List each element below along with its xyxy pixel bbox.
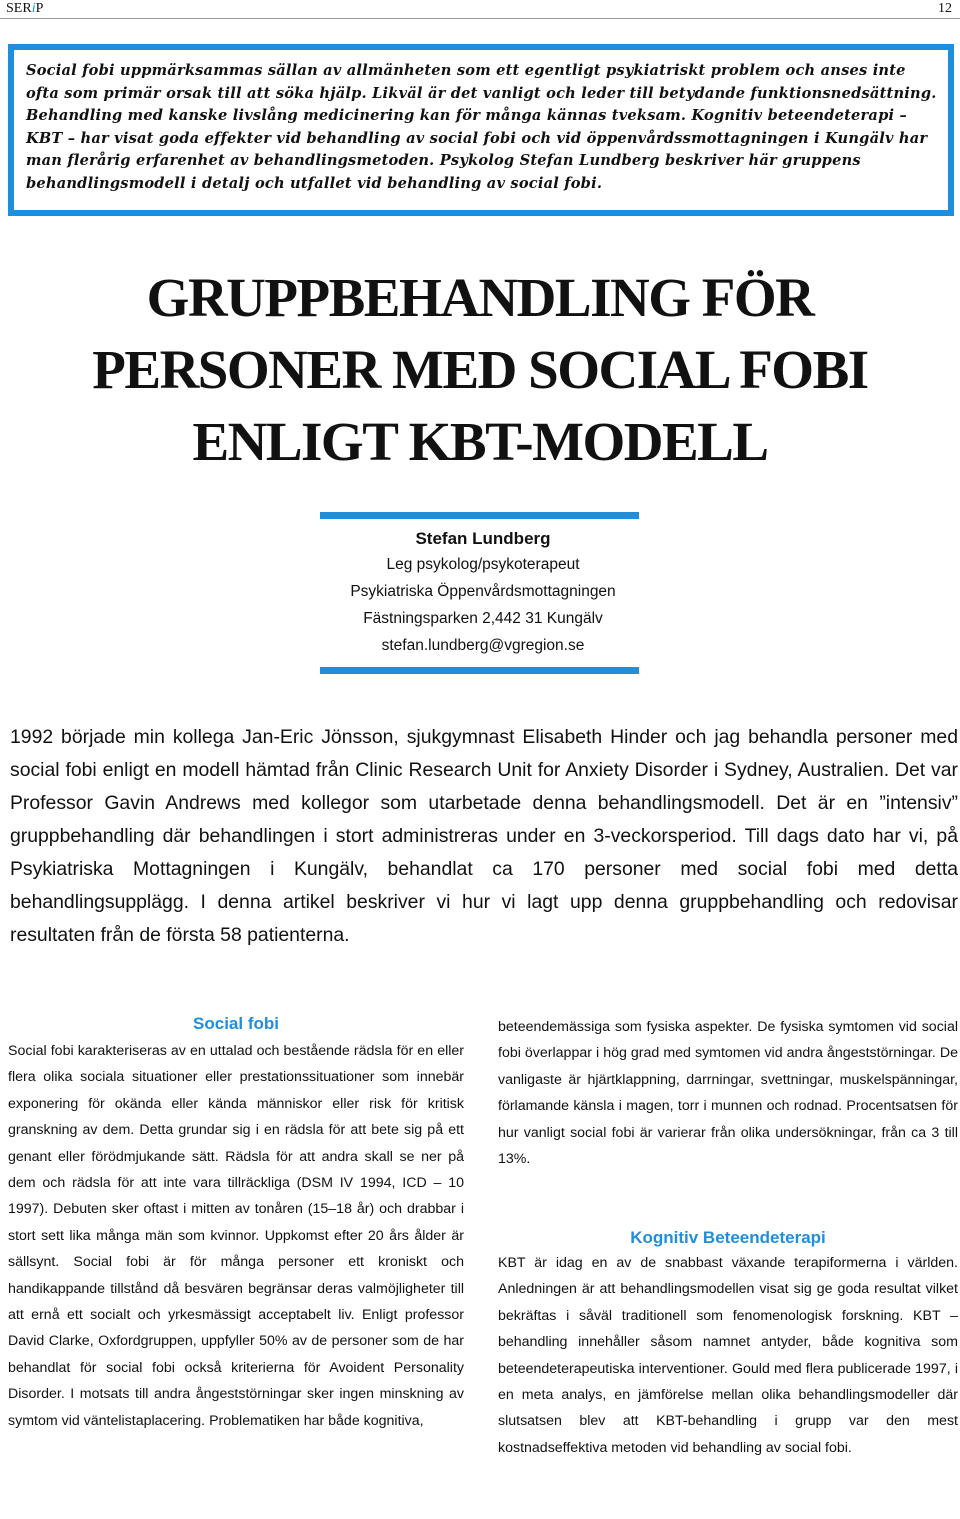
lead-paragraph: 1992 började min kollega Jan-Eric Jönsson, sjukgymnast Elisabeth Hinder och jag behandla personer med social fobi enligt en modell hämtad från Clinic Research Unit for Anxiety Disorder i Sydney, Australien. Det var Professor Gavin Andrews med kollegor som utarbetade denna behandlingsmodell. Det är en ”intensiv” gruppbehandling där behandlingen i stort administreras under en 3-veckorsperiod. Till dags dato har vi, på Psykiatriska Mottagningen i Kungälv, behandlat ca 170 personer med social fobi med detta behandlingsupplägg. I denna artikel beskriver vi hur vi lagt upp denna gruppbehandling och redovisar resultaten från de första 58 patienterna. (10, 726, 958, 946)
journal-name-end: P (35, 1, 44, 16)
page-number: 12 (938, 1, 952, 16)
title-line-3: ENLIGT KBT-MODELL (192, 411, 768, 472)
author-title: Leg psykolog/psykoterapeut (386, 556, 580, 573)
section-text-kbt: KBT är idag en av de snabbast växande terapiformerna i världen. Anledningen är att behandlingsmodellen visat sig ge goda resultat vilket bekräftas i såväl traditionell som fenomenologisk forskning. KBT – behandling innehåller såsom namnet antyder, både kognitiva som beteendeterapeutiska interventioner. Gould med flera publicerade 1997, i en meta analys, en jämförelse mellan olika behandlingsmodeller där slutsatsen blev att KBT-behandling i grupp var den mest kostnadseffektiva metoden vid behandling av social fobi. (498, 1255, 958, 1456)
author-email: stefan.lundberg@vgregion.se (381, 637, 585, 654)
section-heading-kbt: Kognitiv Beteendeterapi (630, 1228, 826, 1247)
section-text-social-fobi: Social fobi karakteriseras av en uttalad och bestående rädsla för en eller flera olika sociala situationer eller prestationssituationer som innebär exponering för okända eller kända människor eller risk för kritisk granskning av dem. Detta grundar sig i en rädsla för att bete sig på ett genant eller förödmjukande sätt. Rädsla för att andra skall se ner på dem och rädsla för att inte vara tillräckliga (DSM IV 1994, ICD – 10 1997). Debuten sker oftast i mitten av tonåren (15–18 år) och drabbar i stort sett lika många män som kvinnor. Uppkomst efter 20 års ålder är sällsynt. Social fobi är för många personer ett kroniskt och handikappande tillstånd då besvären begränsar deras valmöjligheter till att ernå ett socialt och yrkesmässigt acceptabelt liv. Enligt professor David Clarke, Oxfordgruppen, uppfyller 50% av de personer som de har behandlat för social fobi också kriterierna för Avoident Personality Disorder. I motsats till andra ångeststörningar sker ingen minskning av symtom vid väntelistaplacering. Problematiken har både kognitiva, (8, 1043, 464, 1429)
author-address: Fästningsparken 2,442 31 Kungälv (363, 610, 603, 627)
author-name: Stefan Lundberg (415, 529, 551, 548)
author-rule-bottom (320, 667, 639, 674)
section-text-social-fobi-continued: beteendemässiga som fysiska aspekter. De fysiska symtomen vid social fobi överlappar i hög grad med symtomen vid andra ångeststörningar. De vanligaste är hjärtklappning, darrningar, svettningar, muskelspänningar, förlamande känsla i magen, torr i munnen och rodnad. Procentsatsen för hur vanligt social fobi är varierar från olika undersökningar, från ca 3 till 13%. (498, 1019, 958, 1168)
journal-name-prefix: SER (6, 1, 32, 16)
article-title (0, 262, 960, 478)
journal-name-accent: i (31, 1, 36, 16)
section-heading-social-fobi: Social fobi (193, 1014, 279, 1033)
journal-name (6, 0, 43, 18)
title-line-2: PERSONER MED SOCIAL FOBI (92, 339, 868, 400)
author-organization: Psykiatriska Öppenvårdsmottagningen (350, 583, 616, 600)
title-line-1: GRUPPBEHANDLING FÖR (146, 267, 814, 328)
page-header (0, 0, 960, 19)
intro-text: Social fobi uppmärksammas sällan av allmänheten som ett egentligt psykiatriskt problem och anses inte ofta som primär orsak till att söka hjälp. Likväl är det vanligt och leder till betydande funktionsnedsättning. Behandling med kanske livslång medicinering kan för många kännas tveksam. Kognitiv beteendeterapi – KBT – har visat goda effekter vid behandling av social fobi och vid öppenvårdssmottagningen i Kungälv har man flerårig erfarenhet av behandlingsmetoden. Psykolog Stefan Lundberg beskriver här gruppens behandlingsmodell i detalj och utfallet vid behandling av social fobi. (26, 62, 937, 192)
author-rule-top (320, 512, 639, 519)
